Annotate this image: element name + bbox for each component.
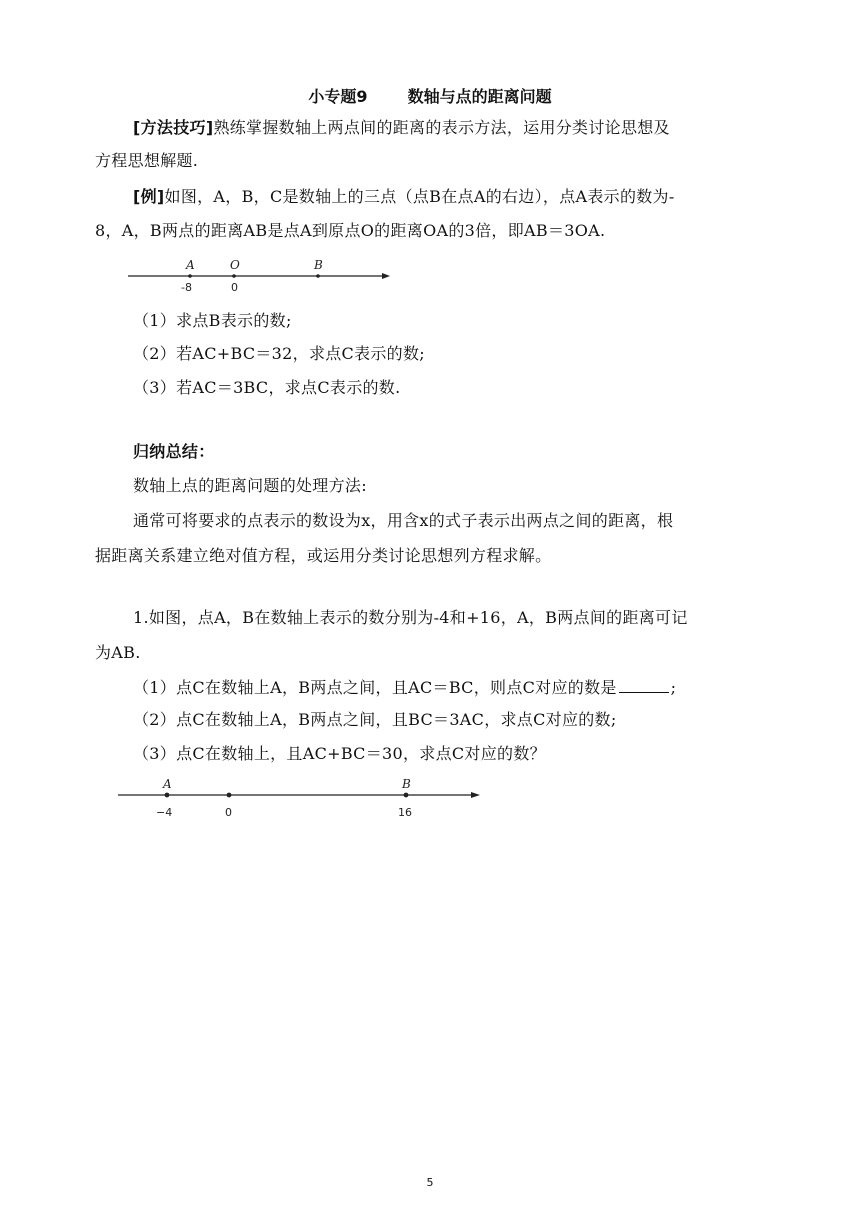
summary-line-3: 据距离关系建立绝对值方程，或运用分类讨论思想列方程求解。 [95, 546, 552, 565]
problem1-label-b: B [402, 777, 411, 791]
example-label-a: A [186, 258, 195, 272]
problem1-point-origin [227, 793, 232, 798]
example-q3: （3）若AC＝3BC，求点C表示的数. [133, 378, 401, 397]
summary-line-1: 数轴上点的距离问题的处理方法: [133, 476, 367, 495]
answer-blank[interactable] [619, 676, 669, 693]
example-axis-arrow [382, 273, 390, 279]
example-tick-0: 0 [231, 281, 238, 294]
method-label: [方法技巧] [133, 118, 214, 137]
example-label: [例] [133, 187, 165, 206]
problem1-text-2: 为AB. [95, 643, 141, 662]
problem1-tick-16: 16 [398, 806, 412, 819]
example-label-b: B [314, 258, 323, 272]
example-point-a [188, 274, 192, 278]
method-text-2: 方程思想解题. [95, 151, 199, 170]
page-number: 5 [426, 1176, 434, 1189]
summary-line-2: 通常可将要求的点表示的数设为x，用含x的式子表示出两点之间的距离，根 [133, 511, 674, 530]
method-line-1 [133, 118, 670, 138]
summary-label: 归纳总结： [133, 442, 215, 461]
problem1-q1-text: （1）点C在数轴上A，B两点之间，且AC＝BC，则点C对应的数是 [133, 678, 617, 697]
example-point-b [316, 274, 320, 278]
example-q2: （2）若AC+BC＝32，求点C表示的数; [133, 344, 425, 363]
problem1-text-1: 1.如图，点A，B在数轴上表示的数分别为-4和+16，A，B两点间的距离可记 [133, 608, 688, 627]
problem1-tick-0: 0 [225, 806, 232, 819]
problem1-q3: （3）点C在数轴上，且AC+BC＝30，求点C对应的数？ [133, 744, 546, 763]
page-title [0, 84, 860, 107]
problem1-point-a [165, 793, 170, 798]
example-q1: （1）求点B表示的数; [133, 311, 292, 330]
example-label-o: O [230, 258, 240, 272]
problem1-axis-arrow [471, 792, 480, 798]
problem1-label-a: A [163, 777, 172, 791]
example-tick-neg8: -8 [181, 281, 192, 294]
problem1-q1-end: ; [670, 678, 677, 697]
example-text-2: 8，A，B两点的距离AB是点A到原点O的距离OA的3倍，即AB＝3OA. [95, 221, 606, 240]
title-part-2: 数轴与点的距离问题 [407, 87, 552, 106]
example-line-1 [133, 187, 675, 207]
problem1-point-b [404, 793, 409, 798]
problem1-number-line [118, 776, 488, 824]
problem1-tick-neg4: −4 [156, 806, 173, 819]
problem1-q2: （2）点C在数轴上A，B两点之间，且BC＝3AC，求点C对应的数; [133, 710, 617, 729]
example-number-line [128, 257, 398, 297]
title-part-1: 小专题9 [308, 87, 368, 106]
problem1-q1 [133, 676, 676, 698]
example-text-1: 如图，A，B，C是数轴上的三点（点B在点A的右边），点A表示的数为- [164, 187, 675, 206]
method-text-1: 熟练掌握数轴上两点间的距离的表示方法，运用分类讨论思想及 [213, 118, 670, 137]
example-point-o [232, 274, 236, 278]
